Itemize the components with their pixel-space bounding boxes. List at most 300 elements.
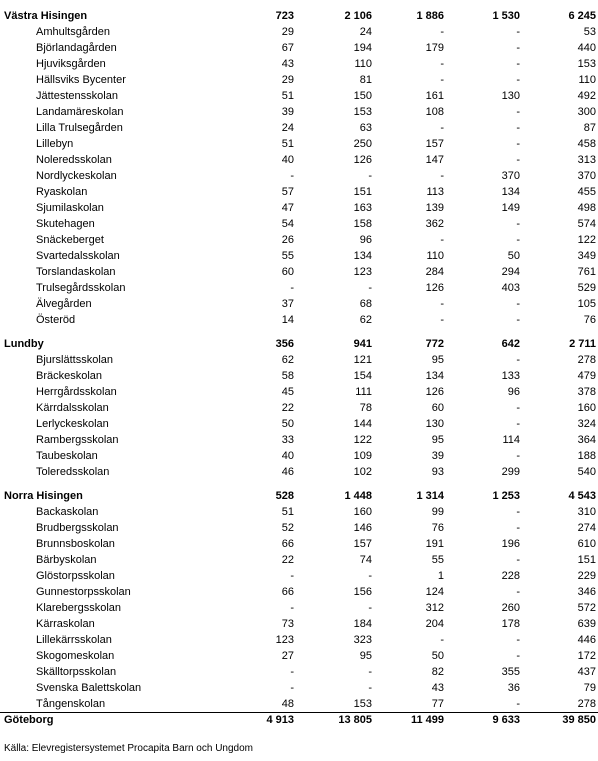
school-row-value-5: 437: [577, 666, 596, 678]
school-row-value-5: 440: [577, 42, 596, 54]
school-row: [0, 448, 598, 464]
school-row-value-2: -: [368, 666, 372, 678]
school-row-value-3: 110: [426, 250, 444, 262]
statistics-table: [0, 8, 598, 728]
school-row-label: Jättestensskolan: [36, 90, 118, 102]
school-row-value-5: 172: [577, 650, 596, 662]
school-row-value-3: 50: [431, 650, 444, 662]
school-row-value-4: -: [516, 650, 520, 662]
school-row-value-4: 228: [501, 570, 520, 582]
school-row: [0, 368, 598, 384]
school-row-value-1: -: [290, 682, 294, 694]
school-row-value-5: 364: [577, 434, 596, 446]
school-row-value-5: 446: [577, 634, 596, 646]
district-row-value-5: 6 245: [568, 10, 596, 22]
school-row-value-4: -: [516, 58, 520, 70]
school-row-value-1: 66: [281, 586, 294, 598]
school-row-value-1: 14: [281, 314, 294, 326]
school-row-value-4: -: [516, 42, 520, 54]
school-row: [0, 120, 598, 136]
school-row-value-3: 77: [431, 698, 444, 710]
school-row: [0, 536, 598, 552]
school-row: [0, 56, 598, 72]
school-row-value-3: 55: [431, 554, 444, 566]
school-row-value-4: -: [516, 234, 520, 246]
school-row: [0, 296, 598, 312]
total-row-value-3: 11 499: [410, 714, 444, 726]
total-row-label: Göteborg: [4, 714, 54, 726]
school-row-value-4: 403: [501, 282, 520, 294]
school-row-label: Sjumilaskolan: [36, 202, 104, 214]
school-row-value-1: 39: [281, 106, 294, 118]
school-row-value-4: -: [516, 554, 520, 566]
school-row-value-2: 156: [353, 586, 372, 598]
school-row-value-4: -: [516, 106, 520, 118]
school-row-value-2: 123: [353, 266, 372, 278]
school-row-value-3: -: [440, 26, 444, 38]
school-row: [0, 136, 598, 152]
school-row-value-5: 639: [577, 618, 596, 630]
school-row-value-4: 134: [501, 186, 520, 198]
total-row-value-1: 4 913: [266, 714, 294, 726]
school-row: [0, 312, 598, 328]
district-row-value-1: 356: [275, 338, 294, 350]
school-row-value-2: 163: [353, 202, 372, 214]
school-row: [0, 216, 598, 232]
school-row-value-3: 93: [431, 466, 444, 478]
school-row: [0, 568, 598, 584]
school-row-value-5: 160: [577, 402, 596, 414]
school-row-value-5: 346: [577, 586, 596, 598]
school-row-value-1: 67: [281, 42, 294, 54]
school-row-value-3: 126: [425, 386, 444, 398]
school-row-value-2: 157: [353, 538, 372, 550]
school-row-value-4: -: [516, 698, 520, 710]
school-row-label: Svartedalsskolan: [36, 250, 120, 262]
school-row-value-5: 313: [577, 154, 596, 166]
school-row-value-2: 63: [359, 122, 372, 134]
school-row-value-1: 43: [281, 58, 294, 70]
school-row-value-3: -: [440, 634, 444, 646]
district-row: [0, 336, 598, 352]
district-row-label: Västra Hisingen: [4, 10, 88, 22]
school-row: [0, 264, 598, 280]
school-row-value-5: 324: [577, 418, 596, 430]
school-row-value-4: 299: [501, 466, 520, 478]
school-row-value-1: 51: [281, 506, 294, 518]
district-row-value-2: 941: [353, 338, 372, 350]
school-row-value-3: -: [440, 170, 444, 182]
school-row-value-5: 610: [577, 538, 596, 550]
school-row-value-5: 153: [577, 58, 596, 70]
school-row: [0, 520, 598, 536]
school-row-value-1: 58: [281, 370, 294, 382]
school-row: [0, 200, 598, 216]
school-row-value-1: 60: [281, 266, 294, 278]
school-row-label: Amhultsgården: [36, 26, 110, 38]
school-row-label: Snäckeberget: [36, 234, 104, 246]
school-row-value-4: 96: [507, 386, 520, 398]
district-row-value-3: 1 886: [416, 10, 444, 22]
school-row: [0, 648, 598, 664]
school-row-value-2: 323: [353, 634, 372, 646]
school-row-value-3: 284: [425, 266, 444, 278]
school-row-value-3: -: [440, 314, 444, 326]
district-row-value-3: 1 314: [416, 490, 444, 502]
school-row-value-3: 362: [425, 218, 444, 230]
school-row-value-5: 574: [577, 218, 596, 230]
school-row-value-3: -: [440, 234, 444, 246]
school-row: [0, 24, 598, 40]
school-row-value-1: 29: [281, 26, 294, 38]
school-row-value-3: 139: [425, 202, 444, 214]
school-row-value-3: 147: [425, 154, 444, 166]
school-row-value-4: -: [516, 154, 520, 166]
school-row-value-1: 73: [281, 618, 294, 630]
school-row: [0, 696, 598, 712]
school-row-value-5: 105: [577, 298, 596, 310]
school-row-label: Bärbyskolan: [36, 554, 97, 566]
school-row-value-5: 278: [577, 354, 596, 366]
school-row-value-2: 153: [353, 106, 372, 118]
school-row-value-2: 154: [353, 370, 372, 382]
school-row-value-1: 123: [275, 634, 294, 646]
school-row-value-2: 151: [353, 186, 372, 198]
school-row-value-4: -: [516, 314, 520, 326]
school-row-value-4: -: [516, 138, 520, 150]
school-row-value-4: 178: [501, 618, 520, 630]
school-row-label: Älvegården: [36, 298, 92, 310]
total-row: [0, 712, 598, 728]
school-row-value-5: 455: [577, 186, 596, 198]
school-row-value-1: 62: [281, 354, 294, 366]
school-row-value-3: 39: [431, 450, 444, 462]
school-row-label: Tångenskolan: [36, 698, 106, 710]
school-row: [0, 416, 598, 432]
school-row-value-3: 82: [431, 666, 444, 678]
school-row-value-4: 196: [501, 538, 520, 550]
school-row-value-1: 40: [281, 450, 294, 462]
school-row-value-4: 130: [501, 90, 520, 102]
school-row-value-4: -: [516, 26, 520, 38]
school-row-label: Lillebyn: [36, 138, 74, 150]
school-row-label: Skutehagen: [36, 218, 95, 230]
district-row-value-2: 1 448: [344, 490, 372, 502]
school-row-label: Taubeskolan: [36, 450, 98, 462]
school-row-value-3: 157: [425, 138, 444, 150]
school-row-value-2: 150: [353, 90, 372, 102]
school-row-value-1: 26: [281, 234, 294, 246]
school-row-value-3: 191: [425, 538, 444, 550]
school-row: [0, 632, 598, 648]
school-row: [0, 680, 598, 696]
school-row: [0, 616, 598, 632]
school-row-value-1: 37: [281, 298, 294, 310]
school-row-value-5: 151: [577, 554, 596, 566]
school-row-value-3: 179: [425, 42, 444, 54]
school-row-value-4: -: [516, 586, 520, 598]
school-row-label: Brudbergsskolan: [36, 522, 119, 534]
school-row-label: Gunnestorpsskolan: [36, 586, 131, 598]
school-row: [0, 88, 598, 104]
school-row-value-5: 349: [577, 250, 596, 262]
school-row: [0, 168, 598, 184]
school-row-value-3: 126: [425, 282, 444, 294]
school-row-value-3: 161: [425, 90, 444, 102]
school-row-value-3: 204: [425, 618, 444, 630]
school-row-value-2: 153: [353, 698, 372, 710]
school-row-value-1: 54: [281, 218, 294, 230]
district-row-value-4: 1 530: [492, 10, 520, 22]
school-row-value-5: 310: [577, 506, 596, 518]
school-row-value-4: 36: [507, 682, 520, 694]
school-row-value-4: 260: [501, 602, 520, 614]
school-row-value-2: -: [368, 682, 372, 694]
school-row-value-2: 78: [359, 402, 372, 414]
school-row-value-3: -: [440, 74, 444, 86]
school-row-value-5: 110: [578, 74, 596, 86]
school-row: [0, 248, 598, 264]
school-row-value-2: 81: [359, 74, 372, 86]
district-row: [0, 488, 598, 504]
school-row-value-5: 458: [577, 138, 596, 150]
school-row-value-3: 43: [431, 682, 444, 694]
school-row-label: Brunnsboskolan: [36, 538, 115, 550]
school-row-value-5: 572: [577, 602, 596, 614]
school-row-value-2: -: [368, 570, 372, 582]
school-row-value-3: 76: [431, 522, 444, 534]
school-row: [0, 552, 598, 568]
district-row: [0, 8, 598, 24]
school-row-value-3: 134: [425, 370, 444, 382]
school-row-value-1: 33: [281, 434, 294, 446]
school-row-value-4: 294: [501, 266, 520, 278]
school-row-value-5: 79: [583, 682, 596, 694]
school-row-label: Österöd: [36, 314, 76, 326]
school-row-label: Kärrdalsskolan: [36, 402, 109, 414]
school-row-value-4: -: [516, 634, 520, 646]
school-row-value-1: 24: [281, 122, 294, 134]
school-row-value-3: 113: [426, 186, 444, 198]
total-row-value-4: 9 633: [492, 714, 520, 726]
school-row-value-3: 99: [431, 506, 444, 518]
school-row-value-2: 95: [359, 650, 372, 662]
spacer: [0, 328, 598, 336]
school-row-value-5: 229: [577, 570, 596, 582]
school-row-value-3: 95: [431, 354, 444, 366]
school-row-label: Hällsviks Bycenter: [36, 74, 126, 86]
school-row-label: Herrgårdsskolan: [36, 386, 117, 398]
total-row-value-5: 39 850: [562, 714, 596, 726]
school-row-value-4: 133: [501, 370, 520, 382]
school-row-value-1: 48: [281, 698, 294, 710]
total-row-value-2: 13 805: [338, 714, 372, 726]
school-row-value-1: -: [290, 170, 294, 182]
school-row-value-4: -: [516, 522, 520, 534]
school-row-label: Bjurslättsskolan: [36, 354, 114, 366]
district-row-value-1: 723: [275, 10, 294, 22]
school-row: [0, 72, 598, 88]
school-row-value-4: -: [516, 354, 520, 366]
school-row-value-2: 134: [353, 250, 372, 262]
school-row-label: Lillekärrsskolan: [36, 634, 112, 646]
school-row-label: Noleredsskolan: [36, 154, 112, 166]
school-row-value-1: 50: [281, 418, 294, 430]
school-row-label: Skälltorpsskolan: [36, 666, 117, 678]
school-row-value-1: 47: [281, 202, 294, 214]
school-row-label: Torslandaskolan: [36, 266, 116, 278]
school-row: [0, 232, 598, 248]
school-row-value-2: 111: [355, 386, 372, 398]
school-row-label: Landamäreskolan: [36, 106, 124, 118]
school-row-value-1: 51: [281, 138, 294, 150]
school-row-value-2: 62: [359, 314, 372, 326]
district-row-value-4: 1 253: [492, 490, 520, 502]
school-row: [0, 584, 598, 600]
school-row-label: Kärraskolan: [36, 618, 95, 630]
school-row-value-3: -: [440, 298, 444, 310]
school-row-value-5: 761: [577, 266, 596, 278]
school-row-value-2: 102: [353, 466, 372, 478]
district-row-value-5: 2 711: [569, 338, 596, 350]
school-row-value-2: -: [368, 602, 372, 614]
school-row-value-3: -: [440, 58, 444, 70]
school-row-value-5: 370: [577, 170, 596, 182]
school-row-value-1: 55: [281, 250, 294, 262]
school-row-value-2: 160: [353, 506, 372, 518]
school-row-value-5: 76: [583, 314, 596, 326]
school-row-value-5: 122: [577, 234, 596, 246]
district-row-value-3: 772: [425, 338, 444, 350]
school-row: [0, 184, 598, 200]
school-row-value-2: 24: [359, 26, 372, 38]
school-row-value-5: 53: [583, 26, 596, 38]
school-row-label: Rambergsskolan: [36, 434, 119, 446]
school-row-value-5: 492: [577, 90, 596, 102]
school-row: [0, 600, 598, 616]
school-row-value-3: 312: [425, 602, 444, 614]
school-row-value-3: 95: [431, 434, 444, 446]
school-row-label: Glöstorpsskolan: [36, 570, 115, 582]
school-row-value-1: 46: [281, 466, 294, 478]
school-row-value-2: 110: [354, 58, 372, 70]
school-row-label: Bräckeskolan: [36, 370, 103, 382]
school-row-value-2: 109: [353, 450, 372, 462]
school-row-value-2: 144: [353, 418, 372, 430]
school-row-value-1: 45: [281, 386, 294, 398]
school-row-value-5: 300: [577, 106, 596, 118]
school-row-label: Toleredsskolan: [36, 466, 110, 478]
school-row-value-5: 540: [577, 466, 596, 478]
school-row-value-4: -: [516, 402, 520, 414]
source-note: Källa: Elevregistersystemet Procapita Barn och Ungdom: [4, 743, 254, 754]
school-row-value-2: 158: [353, 218, 372, 230]
school-row-value-5: 87: [583, 122, 596, 134]
school-row-value-1: -: [290, 282, 294, 294]
district-row-value-5: 4 543: [568, 490, 596, 502]
school-row: [0, 400, 598, 416]
school-row-value-5: 378: [577, 386, 596, 398]
school-row-value-3: -: [440, 122, 444, 134]
school-row-label: Ryaskolan: [36, 186, 88, 198]
school-row-value-2: 250: [353, 138, 372, 150]
school-row-value-2: 146: [353, 522, 372, 534]
school-row-value-2: 121: [353, 354, 372, 366]
school-row: [0, 384, 598, 400]
school-row-value-1: -: [290, 570, 294, 582]
district-row-value-2: 2 106: [344, 10, 372, 22]
school-row-value-4: 114: [502, 434, 520, 446]
school-row: [0, 40, 598, 56]
school-row: [0, 152, 598, 168]
school-row-value-4: 50: [507, 250, 520, 262]
school-row-label: Svenska Balettskolan: [36, 682, 142, 694]
school-row-value-4: -: [516, 506, 520, 518]
school-row-value-5: 274: [577, 522, 596, 534]
school-row-value-3: 108: [425, 106, 444, 118]
school-row-label: Backaskolan: [36, 506, 99, 518]
school-row-label: Björlandagården: [36, 42, 117, 54]
district-row-label: Norra Hisingen: [4, 490, 83, 502]
school-row-label: Skogomeskolan: [36, 650, 115, 662]
district-row-value-4: 642: [501, 338, 520, 350]
spacer: [0, 480, 598, 488]
school-row-value-4: 149: [501, 202, 520, 214]
school-row-value-5: 529: [577, 282, 596, 294]
school-row-label: Lilla Trulsegården: [36, 122, 123, 134]
school-row-value-4: 355: [501, 666, 520, 678]
district-row-value-1: 528: [275, 490, 294, 502]
school-row-value-3: 60: [431, 402, 444, 414]
school-row-value-2: 74: [359, 554, 372, 566]
school-row-value-1: 27: [281, 650, 294, 662]
school-row: [0, 664, 598, 680]
school-row-value-1: 52: [281, 522, 294, 534]
school-row-value-1: 51: [281, 90, 294, 102]
school-row-value-4: -: [516, 218, 520, 230]
school-row-label: Klarebergsskolan: [36, 602, 121, 614]
school-row-value-3: 1: [437, 570, 444, 582]
school-row-value-2: -: [368, 282, 372, 294]
school-row-value-5: 479: [577, 370, 596, 382]
school-row-value-3: 130: [425, 418, 444, 430]
school-row-value-1: 22: [281, 554, 294, 566]
school-row-value-1: 57: [281, 186, 294, 198]
school-row-value-5: 278: [577, 698, 596, 710]
school-row-value-4: -: [516, 122, 520, 134]
school-row-value-1: -: [290, 666, 294, 678]
school-row-value-1: 29: [281, 74, 294, 86]
school-row-value-2: 68: [359, 298, 372, 310]
school-row-value-2: -: [368, 170, 372, 182]
school-row-value-2: 194: [353, 42, 372, 54]
school-row-value-2: 184: [353, 618, 372, 630]
school-row: [0, 504, 598, 520]
school-row-label: Hjuviksgården: [36, 58, 106, 70]
school-row-label: Nordlyckeskolan: [36, 170, 117, 182]
school-row: [0, 104, 598, 120]
school-row-value-5: 188: [577, 450, 596, 462]
school-row-label: Lerlyckeskolan: [36, 418, 109, 430]
school-row-value-1: -: [290, 602, 294, 614]
school-row: [0, 432, 598, 448]
district-row-label: Lundby: [4, 338, 44, 350]
school-row: [0, 464, 598, 480]
school-row-value-2: 96: [359, 234, 372, 246]
school-row-value-3: 124: [425, 586, 444, 598]
school-row-value-1: 22: [281, 402, 294, 414]
school-row-value-4: -: [516, 450, 520, 462]
